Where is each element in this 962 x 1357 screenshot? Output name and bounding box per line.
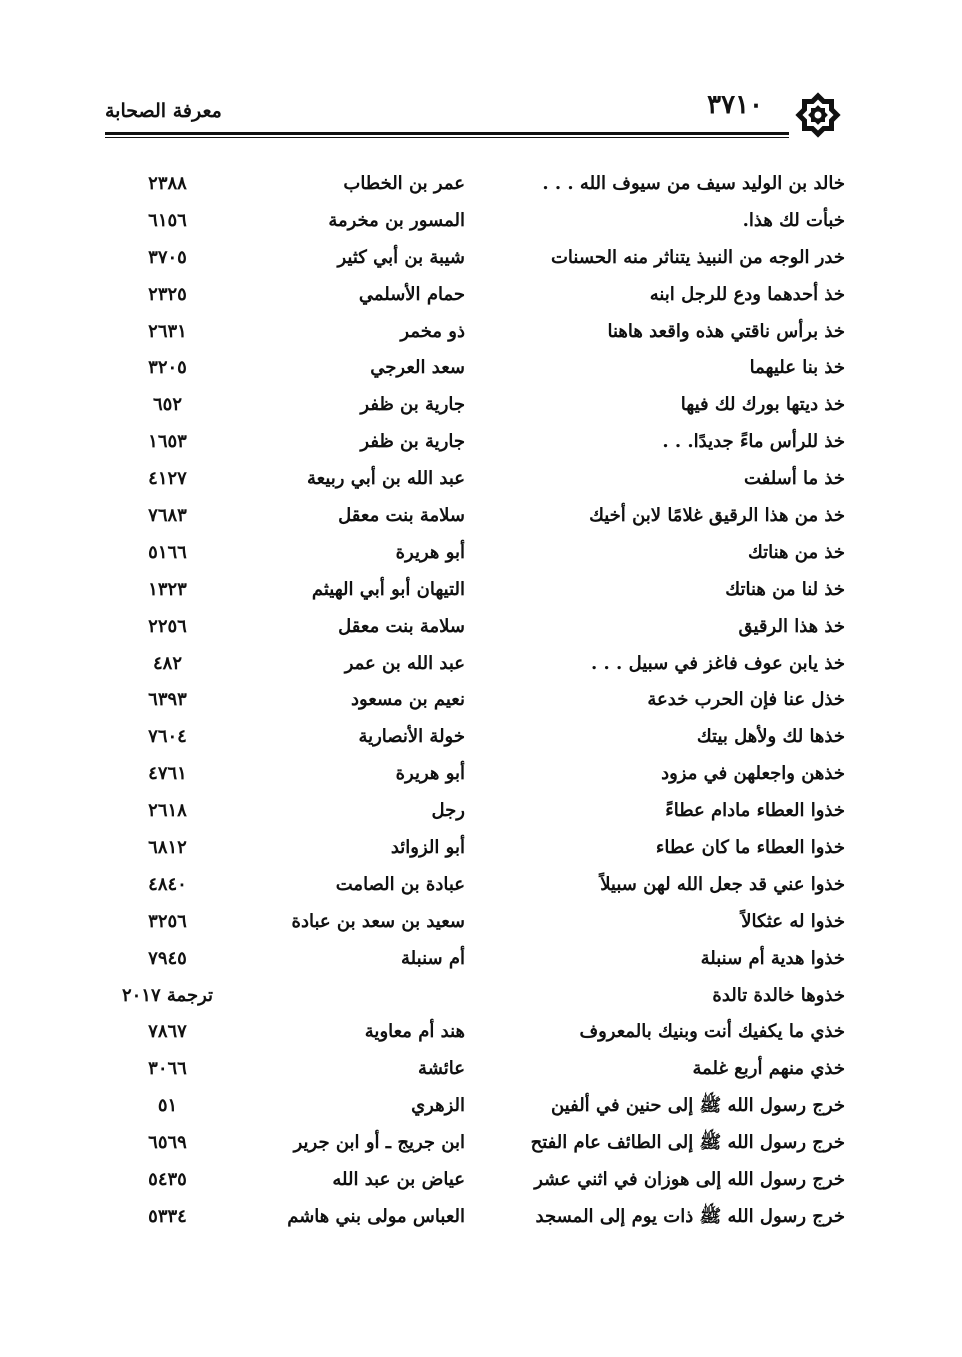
hadith-number: ٧٦٠٤	[148, 726, 187, 748]
index-row	[105, 756, 845, 793]
hadith-number: ٧٨٦٧	[148, 1021, 187, 1043]
hadith-text: خذ برأس ناقتي هذه واقعد هاهنا	[607, 320, 845, 342]
narrator-name: رجل	[431, 800, 465, 822]
narrator-name: عياض بن عبد الله	[332, 1169, 465, 1191]
narrator-name: سعيد بن سعد بن عبادة	[291, 910, 465, 932]
narrator-name: جارية بن ظفر	[360, 431, 465, 453]
hadith-text: خذ من هذا الرقيق غلامًا لابن أخيك	[589, 505, 845, 527]
index-table	[105, 166, 845, 1236]
hadith-number: ٣٧٠٥	[148, 246, 187, 268]
index-row	[105, 1162, 845, 1199]
narrator-name: العباس مولى بني هاشم	[287, 1205, 465, 1227]
hadith-number: ٥٣٣٤	[148, 1205, 187, 1227]
hadith-number: ٤٨٤٠	[148, 873, 187, 895]
hadith-text: خذوا هدية أم سنبلة	[700, 947, 845, 969]
hadith-text: خذل عنا فإن الحرب خدعة	[647, 689, 845, 711]
hadith-text: خذوا عني قد جعل الله لهن سبيلاً	[600, 873, 845, 895]
hadith-number: ٦٨١٢	[148, 837, 187, 859]
hadith-text: خذ هذا الرقيق	[738, 615, 845, 637]
hadith-number: ٧٩٤٥	[148, 947, 187, 969]
narrator-name: عمر بن الخطاب	[343, 173, 465, 194]
hadith-text: خذ من هناتك	[747, 541, 845, 563]
narrator-name: ابن جريج ـ أو ابن جرير	[293, 1132, 465, 1154]
hadith-text: خرج رسول الله ﷺ إلى الطائف عام الفتح	[530, 1132, 845, 1154]
index-row	[105, 904, 845, 941]
hadith-text: خرج رسول الله إلى هوزان في اثني عشر	[534, 1169, 845, 1191]
hadith-number: ٦٥٢	[152, 394, 182, 416]
hadith-number: ٢٦١٨	[148, 800, 187, 822]
hadith-number: ترجمة ٢٠١٧	[121, 984, 214, 1006]
hadith-number: ٦٥٦٩	[148, 1132, 187, 1154]
index-row	[105, 867, 845, 904]
index-row	[105, 1014, 845, 1051]
narrator-name: الزهري	[411, 1095, 465, 1117]
hadith-number: ١٣٢٣	[148, 578, 187, 600]
narrator-name: شيبة بن أبي كثير	[337, 246, 465, 268]
index-row	[105, 1051, 845, 1088]
hadith-number: ٣٢٥٦	[148, 910, 187, 932]
index-row	[105, 240, 845, 277]
index-row	[105, 646, 845, 683]
narrator-name: حمام الأسلمي	[358, 283, 465, 305]
hadith-number: ٦١٥٦	[148, 209, 187, 231]
narrator-name: ذو مخمر	[400, 320, 465, 342]
hadith-text: خذ بنا عليهما	[749, 357, 845, 379]
index-row	[105, 350, 845, 387]
hadith-number: ٢٦٣١	[148, 320, 187, 342]
index-row	[105, 1125, 845, 1162]
hadith-number: ٤١٢٧	[148, 468, 187, 490]
hadith-number: ١٦٥٣	[148, 431, 187, 453]
index-row	[105, 277, 845, 314]
header-rule-thin	[105, 137, 789, 138]
hadith-text: خذوا العطاء ما كان عطاء	[655, 837, 845, 859]
narrator-name: هند أم معاوية	[364, 1021, 465, 1043]
index-row	[105, 978, 845, 1015]
narrator-name: المسور بن مخرمة	[328, 209, 465, 231]
narrator-name: أبو الزوائد	[390, 837, 465, 859]
index-row	[105, 203, 845, 240]
index-row	[105, 387, 845, 424]
hadith-text: خذ أحدهما ودع للرجل ابنه	[649, 283, 845, 305]
hadith-number: ٣٢٠٥	[148, 357, 187, 379]
page-header	[105, 88, 845, 148]
narrator-name: جارية بن ظفر	[360, 394, 465, 416]
hadith-number: ٥٤٣٥	[148, 1169, 187, 1191]
index-row	[105, 719, 845, 756]
narrator-name: سلامة بنت معقل	[338, 615, 465, 637]
narrator-name: التيهان أبو أبي الهيثم	[311, 578, 465, 600]
hadith-number: ٣٠٦٦	[148, 1058, 187, 1080]
narrator-name: عائشة	[418, 1058, 465, 1080]
index-row	[105, 535, 845, 572]
hadith-number: ٢٣٢٥	[148, 283, 187, 305]
index-row	[105, 498, 845, 535]
hadith-text: خالد بن الوليد سيف من سيوف الله . . .	[542, 173, 845, 194]
index-row	[105, 682, 845, 719]
hadith-text: خذوا العطاء مادام عطاءً	[665, 800, 845, 822]
hadith-text: خذ ديتها بورك لك فيها	[680, 394, 845, 416]
hadith-number: ٤٨٢	[152, 652, 182, 674]
book-title: معرفة الصحابة	[105, 100, 222, 122]
narrator-name: أم سنبلة	[401, 947, 465, 969]
header-rule-thick	[105, 132, 789, 135]
index-row	[105, 1199, 845, 1236]
narrator-name: عبد الله بن عمر	[344, 652, 465, 674]
index-row	[105, 572, 845, 609]
hadith-text: خذي ما يكفيك أنت وبنيك بالمعروف	[579, 1021, 845, 1043]
narrator-name: عبادة بن الصامت	[335, 873, 465, 895]
narrator-name: عبد الله بن أبي ربيعة	[307, 468, 465, 490]
hadith-number: ٦٣٩٣	[148, 689, 187, 711]
index-row	[105, 314, 845, 351]
hadith-text: خذهن واجعلهن في مزود	[661, 763, 845, 785]
hadith-text: خذها لك ولأهل بيتك	[696, 726, 845, 748]
hadith-text: خذ لنا من هناتك	[725, 578, 845, 600]
narrator-name: سعد العرجي	[370, 357, 465, 379]
index-row	[105, 793, 845, 830]
hadith-text: خبأت لك هذا.	[742, 209, 845, 231]
narrator-name: خولة الأنصارية	[358, 726, 465, 748]
hadith-text: خدر الوجه من النبيذ يتناثر منه الحسنات	[550, 246, 845, 268]
hadith-text: خذ يابن عوف فاغز في سبيل . . .	[590, 652, 845, 674]
hadith-text: خرج رسول الله ﷺ إلى حنين في ألفين	[550, 1095, 845, 1117]
index-row	[105, 1088, 845, 1125]
hadith-number: ٤٧٦١	[148, 763, 187, 785]
narrator-name: نعيم بن مسعود	[350, 689, 465, 711]
page-number: ٣٧١٠	[707, 90, 763, 120]
hadith-number: ٧٦٨٣	[148, 505, 187, 527]
hadith-number: ٥١٦٦	[148, 541, 187, 563]
index-row	[105, 941, 845, 978]
hadith-text: خذوا له عثكالاً	[741, 910, 845, 932]
hadith-number: ٥١	[157, 1095, 178, 1117]
hadith-text: خرج رسول الله ﷺ ذات يوم إلى المسجد	[535, 1205, 845, 1227]
narrator-name: سلامة بنت معقل	[338, 505, 465, 527]
index-row	[105, 609, 845, 646]
narrator-name: أبو هريرة	[395, 541, 465, 563]
index-row	[105, 830, 845, 867]
index-row	[105, 424, 845, 461]
hadith-text: خذ ما أسلفت	[743, 468, 845, 490]
index-row	[105, 461, 845, 498]
eight-point-star-ornament-icon	[791, 88, 845, 142]
narrator-name: أبو هريرة	[395, 763, 465, 785]
hadith-number: ٢٢٥٦	[148, 615, 187, 637]
hadith-text: خذوها خالدة تالدة	[712, 984, 845, 1006]
hadith-text: خذي منهم أربع غلمة	[692, 1058, 845, 1080]
hadith-text: خذ للرأس ماءً جديدًا. . .	[662, 431, 845, 453]
hadith-number: ٢٣٨٨	[148, 173, 187, 194]
index-row	[105, 166, 845, 203]
